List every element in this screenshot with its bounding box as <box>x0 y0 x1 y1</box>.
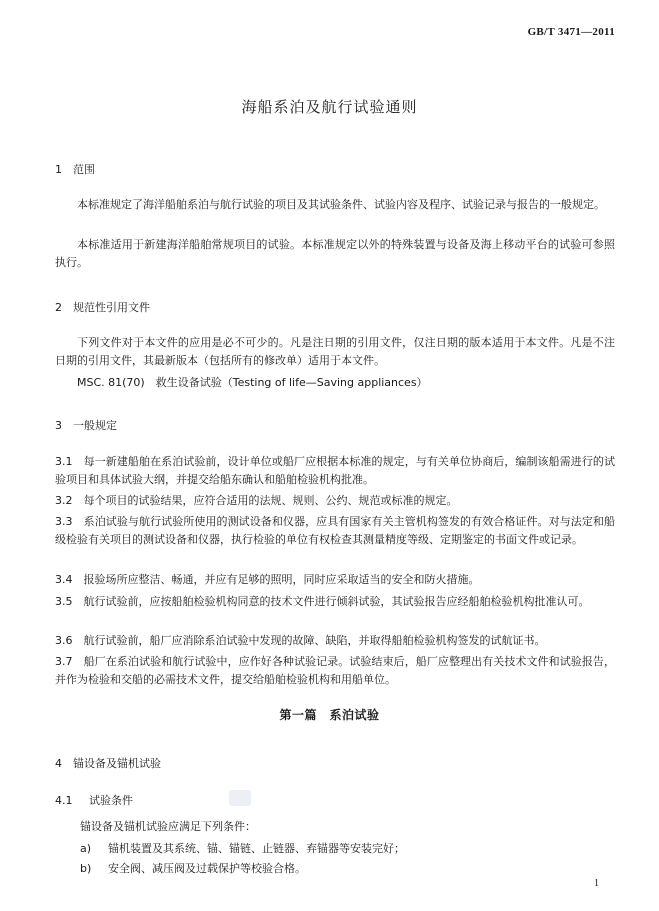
subsection-4-1-heading <box>55 792 133 808</box>
paragraph: 下列文件对于本文件的应用是必不可少的。凡是注日期的引用文件，仅注日期的版本适用于本文件。凡是不注日期的引用文件，其最新版本（包括所有的修改单）适用于本文件。 <box>55 336 615 367</box>
section-title: 锚设备及锚机试验 <box>73 757 161 770</box>
watermark-badge <box>229 790 251 806</box>
document-title: 海船系泊及航行试验通则 <box>241 98 418 116</box>
clause-3-6: 3.6 航行试验前，船厂应消除系泊试验中发现的故障、缺陷，并取得船舶检验机构签发的试航证书。 <box>55 634 546 647</box>
subsection-number: 4.1 <box>55 794 73 807</box>
clause-3-7: 3.7 船厂在系泊试验和航行试验中，应作好各种试验记录。试验结束后，船厂应整理出有关技术文件和试验报告，并作为检验和交船的必需技术文件，提交给船舶检验机构和用船单位。 <box>55 655 615 686</box>
list-item-text: 安全阀、减压阀及过载保护等校验合格。 <box>108 862 306 875</box>
section-3-heading <box>55 417 117 433</box>
section-title: 规范性引用文件 <box>73 301 150 314</box>
section-number: 1 <box>55 163 62 176</box>
clause-3-5: 3.5 航行试验前，应按船舶检验机构同意的技术文件进行倾斜试验，其试验报告应经船舶检验机构批准认可。 <box>55 595 590 608</box>
section-title: 范围 <box>73 163 95 176</box>
list-item <box>80 840 405 856</box>
list-item <box>80 860 306 876</box>
list-marker: a) <box>80 842 92 855</box>
clause-3-3: 3.3 系泊试验与航行试验所使用的测试设备和仪器，应具有国家有关主管机构签发的有效合格证件。对与法定和船级检验有关项目的测试设备和仪器，执行检验的单位有权检查其测量精度等级、定期鉴定的书面文件或记录。 <box>55 515 615 546</box>
section-4-heading <box>55 755 161 771</box>
paragraph: 本标准适用于新建海洋船舶常规项目的试验。本标准规定以外的特殊装置与设备及海上移动平台的试验可参照执行。 <box>55 238 615 269</box>
list-item-text: 锚机装置及其系统、锚、锚链、止链器、弃锚器等安装完好； <box>108 842 405 855</box>
section-number: 4 <box>55 757 62 770</box>
section-2-heading <box>55 299 150 315</box>
clause-3-4: 3.4 报验场所应整洁、畅通，并应有足够的照明，同时应采取适当的安全和防火措施。 <box>55 573 480 586</box>
section-number: 2 <box>55 301 62 314</box>
section-1-heading <box>55 161 95 177</box>
list-marker: b) <box>80 862 92 875</box>
clause-3-2: 3.2 每个项目的试验结果，应符合适用的法规、规则、公约、规范或标准的规定。 <box>55 494 458 507</box>
part-title: 第一篇 系泊试验 <box>279 708 380 722</box>
clause-3-1: 3.1 每一新建船舶在系泊试验前，设计单位或船厂应根据本标准的规定，与有关单位协商后，编制该船需进行的试验项目和具体试验大纲，并提交给船东确认和船舶检验机构批准。 <box>55 455 615 486</box>
paragraph: 本标准规定了海洋船舶系泊与航行试验的项目及其试验条件、试验内容及程序、试验记录与报告的一般规定。 <box>77 198 605 211</box>
paragraph: 锚设备及锚机试验应满足下列条件： <box>80 820 256 833</box>
normative-reference: MSC. 81(70) 救生设备试验（Testing of life—Saving appliances） <box>77 376 428 389</box>
page-number: 1 <box>594 878 599 889</box>
standard-code: GB/T 3471—2011 <box>527 26 615 38</box>
section-title: 一般规定 <box>73 419 117 432</box>
section-number: 3 <box>55 419 62 432</box>
subsection-title: 试验条件 <box>89 794 133 807</box>
